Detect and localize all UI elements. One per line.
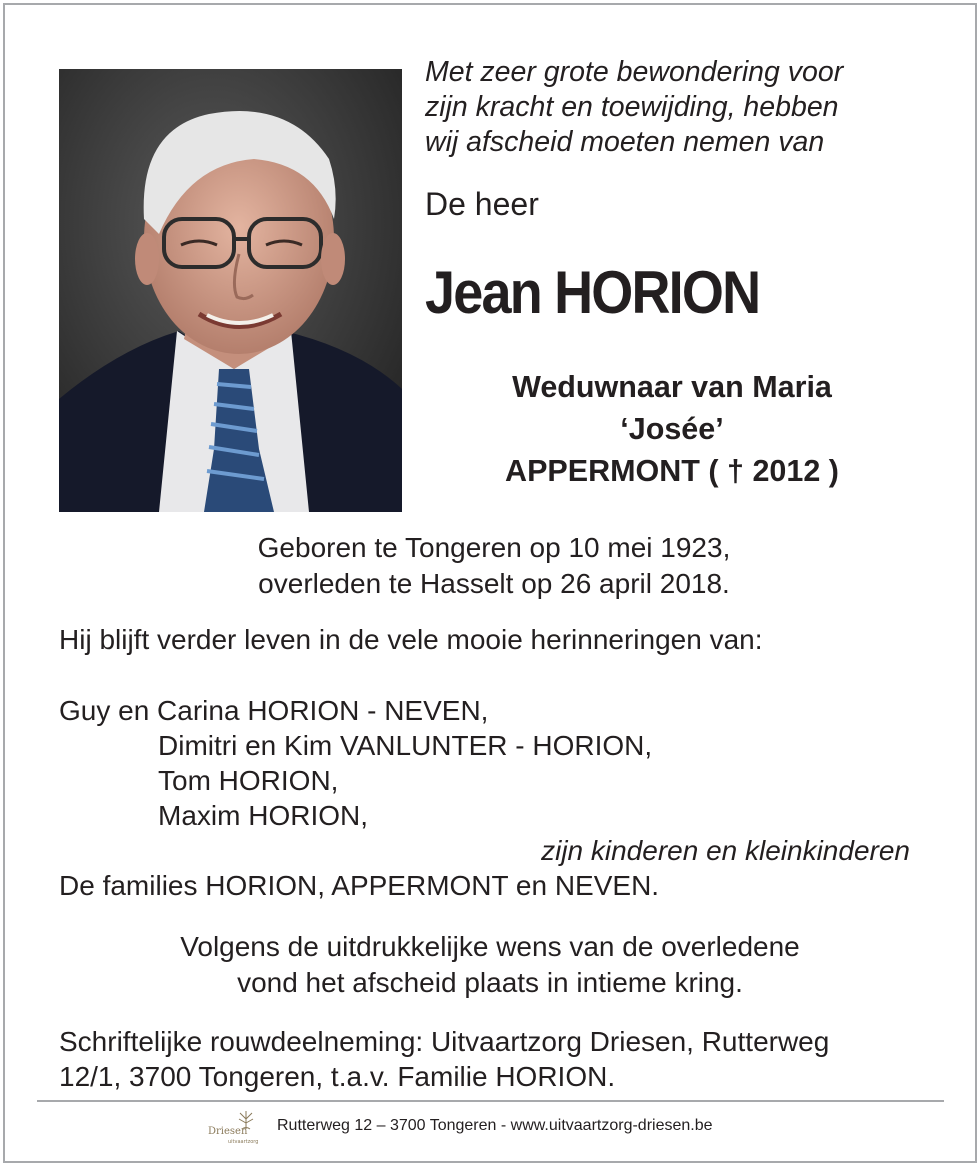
portrait-photo bbox=[59, 69, 402, 512]
logo-text: Driesen bbox=[208, 1126, 248, 1137]
intro-line: wij afscheid moeten nemen van bbox=[425, 126, 825, 158]
grandchild-entry: Tom HORION, bbox=[158, 765, 339, 796]
condolence-line: 12/1, 3700 Tongeren, t.a.v. Familie HORION. bbox=[59, 1061, 616, 1092]
remembrance-text: Hij blijft verder leven in de vele mooie herinneringen van: bbox=[59, 624, 763, 655]
intro-text bbox=[425, 55, 945, 160]
condolence-text bbox=[59, 1024, 939, 1094]
widower-line: APPERMONT ( † 2012 ) bbox=[505, 454, 839, 488]
children-entry: Guy en Carina HORION - NEVEN, bbox=[59, 695, 489, 726]
wish-line: vond het afscheid plaats in intieme kring. bbox=[237, 967, 743, 998]
widower-line: Weduwnaar van Maria bbox=[512, 370, 832, 404]
funeral-home-logo bbox=[206, 1109, 262, 1149]
grandchild-entry: Dimitri en Kim VANLUNTER - HORION, bbox=[158, 730, 653, 761]
funeral-wish-text bbox=[0, 929, 980, 1001]
condolence-line: Schriftelijke rouwdeelneming: Uitvaartzorg Driesen, Rutterweg bbox=[59, 1026, 830, 1057]
widower-line: ‘Josée’ bbox=[620, 412, 724, 446]
death-line: overleden te Hasselt op 26 april 2018. bbox=[258, 568, 730, 599]
family-list bbox=[59, 693, 939, 833]
grandchild-entry: Maxim HORION, bbox=[158, 800, 368, 831]
birth-death-text bbox=[0, 530, 980, 602]
footer-divider bbox=[37, 1100, 944, 1102]
footer bbox=[0, 1103, 980, 1155]
wish-line: Volgens de uitdrukkelijke wens van de overledene bbox=[180, 931, 800, 962]
widower-text bbox=[412, 366, 932, 492]
footer-contact: Rutterweg 12 – 3700 Tongeren - www.uitvaartzorg-driesen.be bbox=[277, 1117, 713, 1134]
honorific: De heer bbox=[425, 186, 539, 222]
intro-line: zijn kracht en toewijding, hebben bbox=[425, 91, 839, 123]
family-relation: zijn kinderen en kleinkinderen bbox=[541, 835, 910, 866]
families-entry: De families HORION, APPERMONT en NEVEN. bbox=[59, 870, 660, 901]
deceased-name: Jean HORION bbox=[425, 259, 760, 326]
birth-line: Geboren te Tongeren op 10 mei 1923, bbox=[257, 532, 731, 563]
logo-subtext: uitvaartzorg bbox=[228, 1139, 259, 1145]
intro-line: Met zeer grote bewondering voor bbox=[425, 56, 844, 88]
